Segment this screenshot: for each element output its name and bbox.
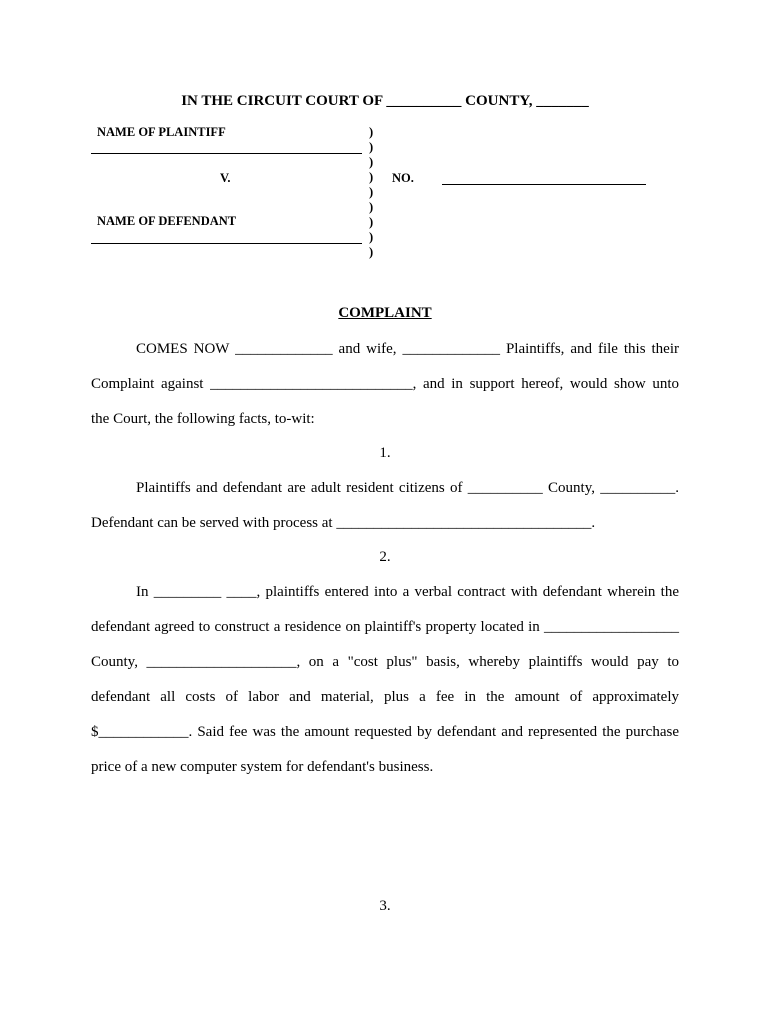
- body-line: price of a new computer system for defendant's business.: [91, 759, 434, 775]
- body-line: Defendant can be served with process at __________________________________.: [91, 515, 596, 531]
- body-line: COMES NOW _____________ and wife, _____________ Plaintiffs, and file this their: [136, 341, 679, 357]
- caption-paren: ): [369, 215, 374, 229]
- body-line: defendant all costs of labor and material, plus a fee in the amount of approximately: [91, 689, 679, 705]
- body-line: County, ____________________, on a "cost plus" basis, whereby plaintiffs would pay to: [91, 654, 679, 670]
- defendant-name-line: [91, 243, 362, 244]
- body-line: defendant agreed to construct a residence on plaintiff's property located in __________________: [91, 619, 679, 635]
- caption-paren: ): [369, 200, 374, 214]
- caption-paren: ): [369, 155, 374, 169]
- body-line: In _________ ____, plaintiffs entered into a verbal contract with defendant wherein the: [136, 584, 679, 600]
- caption-paren: ): [369, 125, 374, 139]
- defendant-label: NAME OF DEFENDANT: [97, 214, 237, 228]
- body-line: the Court, the following facts, to-wit:: [91, 411, 315, 427]
- case-number-label: NO.: [392, 171, 414, 185]
- paragraph-number: 1.: [379, 445, 391, 461]
- caption-paren: ): [369, 185, 374, 199]
- body-line: $____________. Said fee was the amount requested by defendant and represented the purchase: [91, 724, 679, 740]
- caption-paren: ): [369, 230, 374, 244]
- caption-paren: ): [369, 140, 374, 154]
- paragraph-number: 2.: [379, 549, 391, 565]
- court-title: IN THE CIRCUIT COURT OF __________ COUNTY, _______: [181, 93, 589, 109]
- paragraph-number: 3.: [379, 898, 391, 914]
- case-number-line: [442, 184, 646, 185]
- complaint-heading: COMPLAINT: [338, 305, 432, 321]
- body-line: Complaint against ___________________________, and in support hereof, would show unto: [91, 376, 679, 392]
- caption-paren: ): [369, 245, 374, 259]
- versus-label: V.: [220, 171, 231, 185]
- plaintiff-label: NAME OF PLAINTIFF: [97, 125, 226, 139]
- plaintiff-name-line: [91, 153, 362, 154]
- body-line: Plaintiffs and defendant are adult resident citizens of __________ County, __________.: [136, 480, 679, 496]
- caption-paren: ): [369, 170, 374, 184]
